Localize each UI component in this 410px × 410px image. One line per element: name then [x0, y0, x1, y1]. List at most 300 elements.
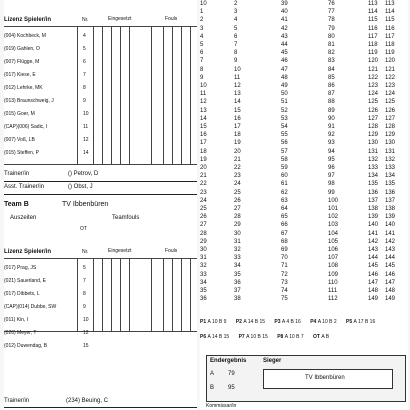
- period-p1: P1 A 10 B 9: [200, 319, 227, 325]
- score-cell: 58: [281, 156, 288, 163]
- score-cell: 24: [234, 181, 241, 188]
- score-cell: 107: [328, 255, 339, 262]
- score-cell: 80: [328, 33, 335, 40]
- score-cell: 147: [385, 279, 396, 286]
- player-number: 7: [83, 72, 86, 78]
- score-cell: 132: [385, 156, 396, 163]
- score-cell: 35: [200, 288, 207, 294]
- player-number: 10: [83, 317, 89, 323]
- score-cell: 109: [328, 271, 339, 278]
- score-cell: 137: [385, 197, 396, 204]
- score-cell: 145: [385, 263, 396, 270]
- score-cell: 113: [368, 1, 378, 7]
- score-row: [200, 82, 408, 90]
- score-cell: 113: [385, 1, 395, 7]
- score-cell: 11: [200, 91, 207, 98]
- score-cell: 25: [234, 189, 241, 196]
- score-cell: 128: [368, 124, 379, 130]
- player-row: [4, 340, 197, 353]
- score-cell: 4: [200, 33, 204, 40]
- score-row: [200, 221, 408, 229]
- score-row: [200, 107, 408, 115]
- player-name: (007) Voß, LB: [4, 137, 35, 143]
- player-number: 4: [83, 33, 86, 39]
- score-cell: 129: [368, 132, 379, 139]
- score-cell: 10: [200, 83, 207, 89]
- score-cell: 15: [200, 124, 207, 130]
- score-cell: 12: [234, 83, 241, 89]
- period-p3: P3 A 4 B 16: [274, 319, 301, 325]
- score-cell: 146: [385, 271, 396, 278]
- player-name: (CAP)(006) Sadic, I: [4, 124, 48, 130]
- score-cell: 123: [385, 83, 396, 89]
- score-cell: 103: [328, 222, 339, 229]
- player-row: [4, 108, 197, 121]
- kommissar-label: Kommissar/in: [206, 403, 237, 409]
- score-cell: 6: [234, 33, 238, 40]
- score-cell: 116: [368, 25, 378, 32]
- score-row: [200, 25, 408, 33]
- score-cell: 139: [385, 214, 396, 221]
- score-cell: 119: [385, 50, 395, 57]
- score-cell: 31: [200, 255, 207, 262]
- player-row: [4, 56, 197, 69]
- score-cell: 66: [281, 222, 288, 229]
- score-cell: 111: [328, 288, 338, 294]
- score-cell: 105: [328, 238, 339, 245]
- score-cell: 84: [328, 66, 335, 73]
- winner-value: TV Ibbenbüren: [305, 375, 345, 381]
- score-cell: 147: [368, 279, 379, 286]
- score-cell: 137: [368, 197, 379, 204]
- score-cell: 55: [281, 132, 288, 139]
- player-name: (012) Lehrke, MK: [4, 85, 43, 91]
- player-row: [4, 262, 197, 275]
- player-row: [4, 275, 197, 288]
- player-row: [4, 327, 197, 340]
- team-a-asst-label: Asst. Trainer/in: [4, 184, 45, 190]
- score-cell: 117: [385, 33, 395, 40]
- player-name: (017) Prag, JS: [4, 265, 37, 271]
- score-row: [200, 49, 408, 57]
- score-cell: 122: [368, 74, 379, 81]
- score-cell: 23: [234, 173, 241, 180]
- period-p6: P6 A 14 B 15: [200, 334, 230, 340]
- score-cell: 29: [234, 222, 241, 229]
- team-b-name: TV Ibbenbüren: [62, 201, 109, 208]
- score-cell: 76: [328, 1, 335, 7]
- score-cell: 50: [281, 91, 288, 98]
- score-cell: 27: [200, 222, 207, 229]
- score-row: [200, 295, 408, 303]
- score-cell: 5: [200, 42, 204, 48]
- score-cell: 88: [328, 99, 335, 106]
- score-cell: 27: [234, 206, 241, 212]
- player-name: (017) Kiese, E: [4, 72, 36, 78]
- score-cell: 100: [328, 197, 339, 204]
- score-cell: 14: [200, 115, 207, 122]
- player-row: [4, 69, 197, 82]
- team-b-fouls-label: Fouls: [165, 248, 178, 254]
- score-cell: 72: [281, 271, 288, 278]
- score-cell: 26: [234, 197, 241, 204]
- score-cell: 91: [328, 124, 335, 130]
- score-cell: 94: [328, 148, 335, 155]
- score-cell: 132: [368, 156, 379, 163]
- score-cell: 30: [234, 230, 241, 237]
- score-cell: 60: [281, 173, 288, 180]
- score-cell: 20: [234, 148, 241, 155]
- score-cell: 126: [385, 107, 396, 114]
- player-name: (021) Sauerland, E: [4, 278, 46, 284]
- score-row: [200, 66, 408, 74]
- score-cell: 25: [200, 206, 207, 212]
- score-cell: 23: [200, 189, 207, 196]
- team-b-eingesetzt-label: Eingesetzt: [108, 248, 132, 254]
- score-cell: 71: [281, 263, 288, 270]
- score-cell: 141: [385, 230, 396, 237]
- score-cell: 8: [200, 66, 204, 73]
- result-b-score: 95: [228, 385, 235, 391]
- score-row: [200, 33, 408, 41]
- score-cell: 86: [328, 83, 335, 89]
- score-cell: 115: [368, 17, 378, 24]
- score-cell: 129: [385, 132, 396, 139]
- score-cell: 139: [368, 214, 379, 221]
- score-cell: 121: [385, 66, 396, 73]
- score-cell: 112: [328, 296, 338, 303]
- score-cell: 37: [234, 288, 241, 294]
- player-row: [4, 134, 197, 147]
- score-cell: 54: [281, 124, 288, 130]
- score-cell: 19: [200, 156, 207, 163]
- score-cell: 124: [385, 91, 396, 98]
- player-name: (026) Meyer, T: [4, 330, 37, 336]
- score-cell: 68: [281, 238, 288, 245]
- score-row: [200, 98, 408, 106]
- score-cell: 123: [368, 83, 379, 89]
- score-cell: 49: [281, 83, 288, 89]
- score-cell: 2: [200, 17, 204, 24]
- score-cell: 148: [385, 288, 396, 294]
- score-cell: 79: [328, 25, 335, 32]
- score-cell: 67: [281, 230, 288, 237]
- score-cell: 92: [328, 132, 335, 139]
- player-number: 6: [83, 59, 86, 65]
- score-cell: 39: [281, 1, 288, 7]
- score-cell: 69: [281, 247, 288, 253]
- score-cell: 70: [281, 255, 288, 262]
- score-cell: 77: [328, 9, 335, 16]
- period-p4: P4 A 10 B 2: [310, 319, 337, 325]
- score-row: [200, 213, 408, 221]
- score-cell: 134: [368, 173, 379, 180]
- right-panel: [200, 0, 408, 410]
- score-cell: 93: [328, 140, 335, 147]
- player-name: (CAP)(014) Dubbe, SW: [4, 304, 57, 310]
- team-b-coach-label: Trainer/in: [4, 398, 30, 404]
- score-cell: 29: [200, 238, 207, 245]
- score-cell: 135: [385, 181, 396, 188]
- score-cell: 31: [234, 238, 241, 245]
- score-cell: 14: [234, 99, 241, 106]
- score-cell: 3: [234, 9, 238, 16]
- score-cell: 141: [368, 230, 379, 237]
- score-cell: 114: [385, 9, 395, 16]
- score-cell: 21: [234, 156, 241, 163]
- score-row: [200, 262, 408, 270]
- score-cell: 36: [200, 296, 207, 303]
- score-cell: 9: [200, 74, 204, 81]
- score-cell: 11: [234, 74, 241, 81]
- result-a-label: A: [210, 371, 215, 377]
- score-cell: 120: [385, 58, 396, 65]
- score-cell: 33: [234, 255, 241, 262]
- score-cell: 78: [328, 17, 335, 24]
- score-cell: 98: [328, 181, 335, 188]
- score-cell: 145: [368, 263, 379, 270]
- period-p7: P7 A 10 B 15: [238, 334, 268, 340]
- score-cell: 114: [368, 9, 378, 16]
- score-cell: 57: [281, 148, 288, 155]
- score-cell: 53: [281, 115, 288, 122]
- score-cell: 130: [385, 140, 396, 147]
- score-cell: 12: [200, 99, 207, 106]
- score-cell: 116: [385, 25, 395, 32]
- player-row: [4, 121, 197, 134]
- player-number: 14: [83, 150, 89, 156]
- score-row: [200, 246, 408, 254]
- score-cell: 115: [385, 17, 395, 24]
- score-cell: 34: [200, 279, 207, 286]
- score-cell: 15: [234, 107, 241, 114]
- score-cell: 41: [281, 17, 288, 24]
- score-cell: 56: [281, 140, 288, 147]
- player-name: (011) Kin, I: [4, 317, 29, 323]
- score-cell: 118: [368, 42, 378, 48]
- player-name: (015) Steffen, P: [4, 150, 39, 156]
- score-cell: 22: [200, 181, 207, 188]
- score-cell: 75: [281, 296, 288, 303]
- score-cell: 48: [281, 74, 288, 81]
- score-cell: 149: [385, 296, 396, 303]
- score-cell: 19: [234, 140, 241, 147]
- score-cell: 6: [200, 50, 204, 57]
- score-row: [200, 74, 408, 82]
- score-cell: 85: [328, 74, 335, 81]
- player-number: 5: [83, 265, 86, 271]
- score-row: [200, 279, 408, 287]
- score-row: [200, 287, 408, 295]
- score-cell: 17: [200, 140, 207, 147]
- score-cell: 73: [281, 279, 288, 286]
- score-row: [200, 180, 408, 188]
- player-row: [4, 314, 197, 327]
- player-name: (017) Dibbets, L: [4, 291, 40, 297]
- score-row: [200, 197, 408, 205]
- score-cell: 59: [281, 165, 288, 171]
- score-row: [200, 8, 408, 16]
- score-cell: 32: [200, 263, 207, 270]
- player-number: 11: [83, 124, 89, 130]
- score-cell: 64: [281, 206, 288, 212]
- player-name: (004) Kochbeck, M: [4, 33, 46, 39]
- score-row: [200, 238, 408, 246]
- player-name: (019) Gahlen, O: [4, 46, 40, 52]
- score-row: [200, 123, 408, 131]
- score-cell: 108: [328, 263, 339, 270]
- score-row: [200, 254, 408, 262]
- score-cell: 134: [385, 173, 396, 180]
- score-cell: 121: [368, 66, 379, 73]
- periods-row-1: [200, 319, 408, 326]
- score-cell: 9: [234, 58, 238, 65]
- player-row: [4, 301, 197, 314]
- team-b-label: Team B: [4, 201, 29, 208]
- score-cell: 120: [368, 58, 379, 65]
- score-cell: 87: [328, 91, 335, 98]
- score-cell: 143: [385, 247, 396, 253]
- score-cell: 128: [385, 124, 396, 130]
- team-a-coach-label: Trainer/in: [4, 171, 30, 177]
- score-cell: 144: [368, 255, 379, 262]
- sieger-label: Sieger: [263, 358, 282, 364]
- score-cell: 40: [281, 9, 288, 16]
- score-cell: 138: [385, 206, 396, 212]
- score-cell: 45: [281, 50, 288, 57]
- team-b-coach-value: (234) Beuing, C: [66, 398, 109, 404]
- player-row: [4, 95, 197, 108]
- team-b-license-label: Lizenz Spieler/in: [4, 249, 52, 255]
- score-cell: 22: [234, 165, 241, 171]
- score-cell: 82: [328, 50, 335, 57]
- period-p2: P2 A 14 B 15: [235, 319, 266, 325]
- score-cell: 135: [368, 181, 379, 188]
- player-number: 9: [83, 98, 86, 104]
- score-cell: 138: [368, 206, 379, 212]
- score-cell: 102: [328, 214, 339, 221]
- score-cell: 140: [368, 222, 379, 229]
- player-number: 9: [83, 304, 86, 310]
- score-cell: 149: [368, 296, 379, 303]
- score-row: [200, 164, 408, 172]
- score-cell: 20: [200, 165, 207, 171]
- score-cell: 83: [328, 58, 335, 65]
- score-cell: 10: [234, 66, 241, 73]
- score-cell: 34: [234, 263, 241, 270]
- score-cell: 142: [385, 238, 396, 245]
- team-b-teamfouls-label: Teamfouls: [112, 215, 140, 221]
- score-cell: 89: [328, 107, 335, 114]
- period-p5: P5 A 17 B 16: [346, 319, 376, 325]
- team-a-license-label: Lizenz Spieler/in: [4, 17, 52, 23]
- score-cell: 142: [368, 238, 379, 245]
- score-row: [200, 139, 408, 147]
- player-number: 8: [83, 85, 86, 91]
- period-ot: OT A B: [313, 334, 330, 340]
- score-cell: 24: [200, 197, 207, 204]
- score-cell: 28: [234, 214, 241, 221]
- score-cell: 65: [281, 214, 288, 221]
- score-cell: 97: [328, 173, 335, 180]
- score-cell: 16: [200, 132, 207, 139]
- player-name: (015) Goer, M: [4, 111, 35, 117]
- score-cell: 126: [368, 107, 379, 114]
- score-cell: 42: [281, 25, 288, 32]
- score-cell: 16: [234, 115, 241, 122]
- score-cell: 143: [368, 247, 379, 253]
- score-cell: 131: [385, 148, 396, 155]
- team-a-asst-value: () Obst, J: [68, 184, 93, 190]
- team-a-fouls-label: Fouls: [165, 16, 178, 22]
- player-row: [4, 30, 197, 43]
- player-number: 8: [83, 291, 86, 297]
- score-cell: 119: [368, 50, 378, 57]
- periods-row-2: [200, 334, 408, 341]
- score-cell: 18: [200, 148, 207, 155]
- player-number: 15: [83, 343, 89, 349]
- result-a-score: 79: [228, 371, 235, 377]
- score-cell: 117: [368, 33, 378, 40]
- score-cell: 33: [200, 271, 207, 278]
- player-row: [4, 82, 197, 95]
- score-cell: 122: [385, 74, 396, 81]
- team-b-nr-label: Nr.: [82, 249, 89, 255]
- period-p8: P8 A 10 B 7: [277, 334, 304, 340]
- score-cell: 38: [234, 296, 241, 303]
- score-cell: 1: [200, 9, 204, 16]
- score-cell: 32: [234, 247, 241, 253]
- score-cell: 8: [234, 50, 238, 57]
- score-row: [200, 189, 408, 197]
- score-row: [200, 148, 408, 156]
- score-cell: 96: [328, 165, 335, 171]
- score-cell: 4: [234, 17, 238, 24]
- score-cell: 47: [281, 66, 288, 73]
- score-row: [200, 41, 408, 49]
- player-row: [4, 147, 197, 160]
- score-row: [200, 16, 408, 24]
- score-row: [200, 90, 408, 98]
- player-number: 5: [83, 46, 86, 52]
- score-cell: 140: [385, 222, 396, 229]
- score-cell: 62: [281, 189, 288, 196]
- score-cell: 124: [368, 91, 379, 98]
- score-row: [200, 131, 408, 139]
- score-cell: 101: [328, 206, 339, 212]
- team-a-eingesetzt-label: Eingesetzt: [108, 16, 132, 22]
- score-cell: 21: [200, 173, 207, 180]
- score-cell: 99: [328, 189, 335, 196]
- score-cell: 127: [368, 115, 379, 122]
- score-cell: 51: [281, 99, 288, 106]
- score-cell: 3: [200, 25, 204, 32]
- team-a-coach-value: () Petrov, D: [68, 171, 99, 177]
- score-row: [200, 205, 408, 213]
- score-cell: 95: [328, 156, 335, 163]
- score-cell: 146: [368, 271, 379, 278]
- score-row: [200, 271, 408, 279]
- score-cell: 125: [368, 99, 379, 106]
- score-cell: 136: [368, 189, 379, 196]
- score-cell: 133: [385, 165, 396, 171]
- score-cell: 81: [328, 42, 335, 48]
- score-row: [200, 156, 408, 164]
- player-name: (012) Duwendag, B: [4, 343, 48, 349]
- score-cell: 13: [200, 107, 207, 114]
- score-cell: 18: [234, 132, 241, 139]
- player-number: 12: [83, 137, 89, 143]
